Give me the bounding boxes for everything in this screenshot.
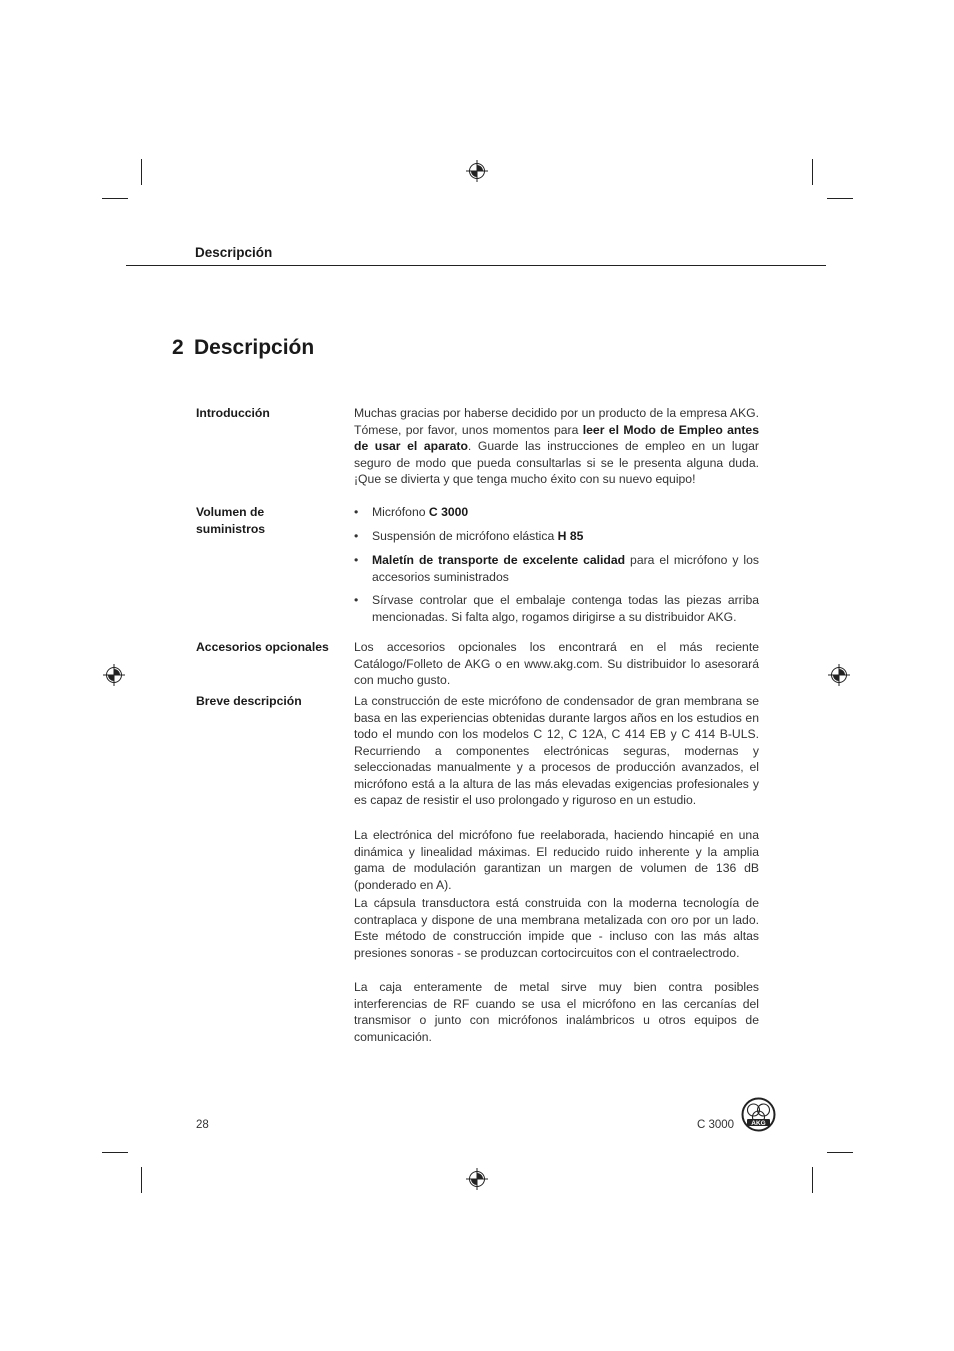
section-label-accessories: Accesorios opcionales <box>196 640 329 654</box>
crop-mark <box>827 1152 853 1153</box>
brief-paragraph: La cápsula transductora está construida con la moderna tecnología de contraplaca y dispone de una membrana metalizada con oro por un lado. Este método de construcción impide que - incluso con las más altas presiones sonoras - se produzcan cortocircuitos con el contraelectrodo. <box>354 896 759 960</box>
accessories-text: Los accesorios opcionales los encontrará en el más reciente Catálogo/Folleto de AKG o en www.akg.com. Su distribuidor lo asesorará con mucho gusto. <box>354 640 759 687</box>
crop-mark <box>102 198 128 199</box>
header-divider <box>126 265 826 266</box>
section-label-brief: Breve descripción <box>196 694 302 708</box>
crop-mark <box>141 159 142 185</box>
chapter-title-text: Descripción <box>194 336 315 359</box>
crop-mark <box>812 159 813 185</box>
bullet-icon: • <box>354 505 359 519</box>
list-item: • Maletín de transporte de excelente calidad para el micrófono y los accesorios suministrados <box>354 553 759 584</box>
brief-paragraph: La electrónica del micrófono fue reelaborada, haciendo hincapié en una dinámica y linealidad máximas. El reducido ruido inherente y la amplia gama de modulación garantizan un margen de volumen de 136 dB (ponderado en A). <box>354 828 759 892</box>
registration-mark-icon <box>466 160 488 182</box>
crop-mark <box>141 1167 142 1193</box>
crop-mark <box>827 198 853 199</box>
list-item: • Micrófono C 3000 <box>354 505 469 519</box>
intro-text: Muchas gracias por haberse decidido por un producto de la empresa AKG. Tómese, por favor, unos momentos para leer el Modo de Empleo antes de usar el aparato. Guarde las instrucciones de empleo en un lugar seguro de modo que pueda consultarlas si se le presenta alguna duda. ¡Que se divierta y que tenga mucho éxito con su nuevo equipo! <box>354 406 759 486</box>
running-header: Descripción <box>195 245 273 260</box>
page-number: 28 <box>196 1119 209 1131</box>
bullet-icon: • <box>354 553 359 567</box>
bullet-icon: • <box>354 529 359 543</box>
section-label-intro: Introducción <box>196 406 270 420</box>
section-label-supply: Volumen de suministros <box>196 505 266 536</box>
registration-mark-icon <box>828 664 850 686</box>
footer-model: C 3000 <box>697 1119 735 1131</box>
crop-mark <box>812 1167 813 1193</box>
list-item: • Sírvase controlar que el embalaje contenga todas las piezas arriba mencionadas. Si falta algo, rogamos dirigirse a su distribuidor AKG. <box>354 593 759 624</box>
chapter-number: 2 <box>172 336 184 359</box>
brief-paragraph: La caja enteramente de metal sirve muy bien contra posibles interferencias de RF cuando se usa el micrófono en las cercanías del transmisor o junto con micrófonos inalámbricos u otros equipos de comunicación. <box>354 980 759 1044</box>
registration-mark-icon <box>103 664 125 686</box>
list-item: • Suspensión de micrófono elástica H 85 <box>354 529 584 543</box>
bullet-icon: • <box>354 593 359 607</box>
crop-mark <box>102 1152 128 1153</box>
chapter-title <box>172 336 314 360</box>
akg-logo <box>741 1097 776 1132</box>
registration-mark-icon <box>466 1168 488 1190</box>
brief-paragraph: La construcción de este micrófono de condensador de gran membrana se basa en las experiencias obtenidas durante largos años en los estudios en todo el mundo con los modelos C 12, C 12A, C 414 EB y C 414 B-ULS. Recurriendo a componentes electrónicas seguras, modernas y seleccionadas manualmente y a procesos de producción avanzados, el micrófono está a la altura de las más elevadas exigencias profesionales y es capaz de resistir el uso prolongado y riguroso en un estudio. <box>354 694 759 807</box>
svg-text:AKG: AKG <box>751 1120 766 1127</box>
